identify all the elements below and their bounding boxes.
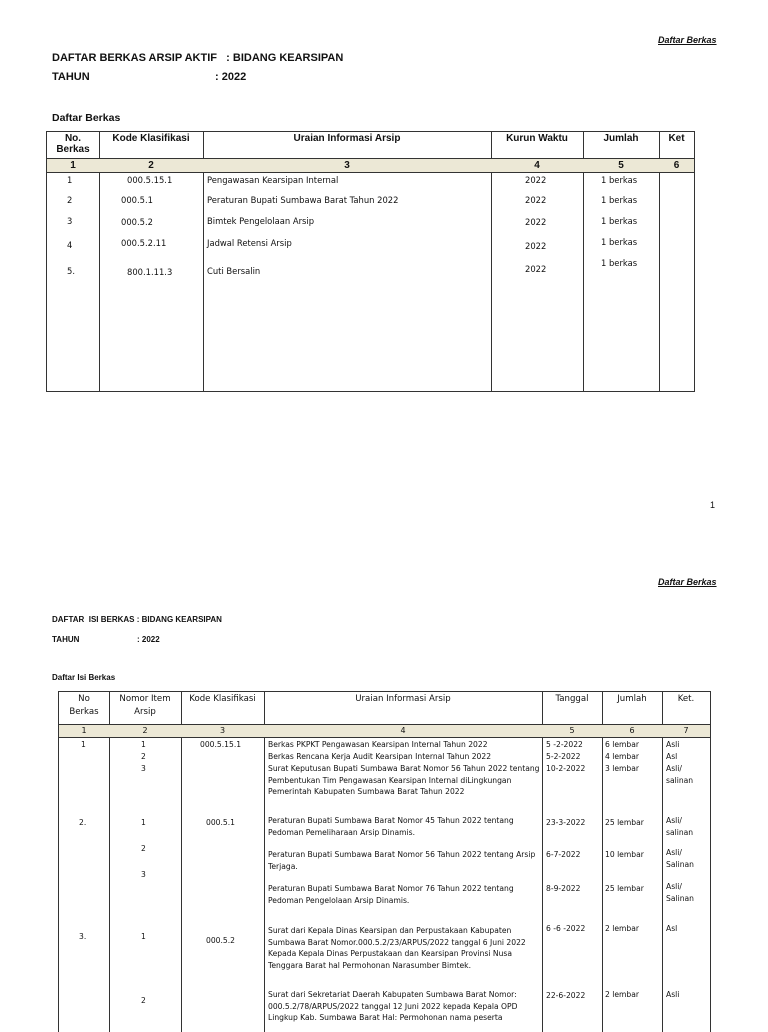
- column-header: Jumlah: [617, 694, 647, 704]
- quantity: 4 lembar: [605, 752, 640, 761]
- row-number: 3: [67, 216, 73, 226]
- date: 22-6-2022: [546, 991, 586, 1000]
- document-title: DAFTAR BERKAS ARSIP AKTIF : BIDANG KEARSIPAN: [52, 52, 344, 64]
- column-number: 5: [569, 726, 575, 735]
- archive-description: Surat dari Sekretariat Daerah Kabupaten Sumbawa Barat Nomor: 000.5.2/78/ARPUS/2022 tanggal 12 Juni 2022 kepada Kepala OPD Lingkup Kab. Sumbawa Barat Hal: Permohonan nama peserta: [268, 990, 518, 1022]
- column-header: Uraian Informasi Arsip: [293, 133, 401, 144]
- column-number: 3: [219, 726, 226, 735]
- item-number: 1: [141, 932, 146, 941]
- archive-description: Peraturan Bupati Sumbawa Barat Nomor 56 Tahun 2022 tentang Arsip Terjaga.: [268, 850, 536, 871]
- page-number: 1: [710, 500, 716, 510]
- column-divider: [181, 692, 182, 1032]
- quantity: 1 berkas: [601, 237, 638, 247]
- group-number: 1: [81, 740, 86, 749]
- year-label: TAHUN: [52, 635, 80, 644]
- remarks: Asli/ salinan: [666, 816, 694, 837]
- column-number-row: [59, 724, 710, 738]
- archive-description: Cuti Bersalin: [207, 266, 261, 276]
- column-number: 1: [81, 726, 87, 735]
- row-number: 4: [67, 240, 73, 250]
- item-number: 3: [141, 870, 146, 879]
- quantity: 25 lembar: [605, 884, 644, 893]
- item-number: 2: [141, 996, 146, 1005]
- column-divider: [109, 692, 110, 1032]
- document-title: DAFTAR ISI BERKAS : BIDANG KEARSIPAN: [52, 615, 222, 624]
- remarks: Asli/ Salinan: [666, 848, 694, 869]
- year-value: : 2022: [215, 71, 247, 83]
- column-number-row: [47, 158, 694, 173]
- column-number: 2: [142, 726, 148, 735]
- archive-description: Jadwal Retensi Arsip: [207, 238, 292, 248]
- quantity: 10 lembar: [605, 850, 644, 859]
- quantity: 1 berkas: [601, 258, 638, 268]
- date: 23-3-2022: [546, 818, 586, 827]
- classification-code: 000.5.2: [206, 936, 235, 945]
- quantity: 1 berkas: [601, 195, 638, 205]
- year-value: : 2022: [137, 635, 160, 644]
- classification-code: 000.5.15.1: [200, 740, 242, 749]
- column-number: 7: [683, 726, 689, 735]
- quantity: 1 berkas: [601, 175, 638, 185]
- quantity: 3 lembar: [605, 764, 640, 773]
- archive-description: Pengawasan Kearsipan Internal: [207, 175, 339, 185]
- time-period: 2022: [525, 241, 547, 251]
- column-header: No Berkas: [69, 694, 99, 717]
- item-number: 3: [141, 764, 146, 773]
- date: 10-2-2022: [546, 764, 586, 773]
- section-title: Daftar Berkas: [52, 112, 121, 124]
- archive-description: Peraturan Bupati Sumbawa Barat Nomor 76 Tahun 2022 tentang Pedoman Pengelolaan Arsip Dinamis.: [268, 884, 514, 905]
- column-header: Ket: [668, 133, 685, 144]
- item-number: 2: [141, 844, 146, 853]
- column-divider: [662, 692, 663, 1032]
- classification-code: 000.5.15.1: [127, 175, 173, 185]
- quantity: 2 lembar: [605, 924, 640, 933]
- column-divider: [542, 692, 543, 1032]
- archive-description: Peraturan Bupati Sumbawa Barat Nomor 45 Tahun 2022 tentang Pedoman Pemeliharaan Arsip Dinamis.: [268, 816, 514, 837]
- column-header: Ket.: [677, 694, 695, 704]
- classification-code: 000.5.1: [206, 818, 235, 827]
- remarks: Asl: [666, 752, 678, 761]
- row-number: 1: [67, 175, 73, 185]
- row-number: 5.: [67, 266, 75, 276]
- date: 5 -2-2022: [546, 740, 583, 749]
- column-number: 4: [400, 726, 406, 735]
- header-link: Daftar Berkas: [658, 577, 717, 587]
- classification-code: 800.1.11.3: [127, 267, 173, 277]
- archive-description: Bimtek Pengelolaan Arsip: [207, 216, 315, 226]
- classification-code: 000.5.2.11: [121, 238, 167, 248]
- date: 8-9-2022: [546, 884, 581, 893]
- remarks: Asli: [666, 990, 680, 999]
- archive-description: Peraturan Bupati Sumbawa Barat Tahun 2022: [207, 195, 399, 205]
- remarks: Asli/ Salinan: [666, 882, 694, 903]
- column-divider: [264, 692, 265, 1032]
- column-number: 4: [534, 160, 540, 171]
- date: 6-7-2022: [546, 850, 581, 859]
- time-period: 2022: [525, 217, 547, 227]
- berkas-table: [46, 131, 695, 392]
- quantity: 1 berkas: [601, 216, 638, 226]
- remarks: Asl: [666, 924, 678, 933]
- group-number: 2.: [79, 818, 87, 827]
- archive-description: Surat Keputusan Bupati Sumbawa Barat Nomor 56 Tahun 2022 tentang Pembentukan Tim Pengawasan Kearsipan Internal diLingkungan Pemerintah Kabupaten Sumbawa Barat Tahun 2022: [268, 764, 540, 796]
- column-number: 6: [673, 160, 680, 171]
- column-header: No. Berkas: [56, 133, 90, 155]
- archive-description: Berkas PKPKT Pengawasan Kearsipan Internal Tahun 2022: [268, 740, 488, 749]
- classification-code: 000.5.2: [121, 217, 153, 227]
- column-number: 1: [70, 160, 76, 171]
- time-period: 2022: [525, 175, 547, 185]
- isi-berkas-table: [58, 691, 711, 1032]
- remarks: Asli: [666, 740, 680, 749]
- section-title: Daftar Isi Berkas: [52, 673, 116, 682]
- time-period: 2022: [525, 264, 547, 274]
- column-header: Kode Klasifikasi: [189, 694, 256, 704]
- time-period: 2022: [525, 195, 547, 205]
- column-header: Kode Klasifikasi: [112, 133, 190, 144]
- column-number: 3: [344, 160, 350, 171]
- quantity: 25 lembar: [605, 818, 644, 827]
- item-number: 1: [141, 818, 146, 827]
- quantity: 6 lembar: [605, 740, 640, 749]
- date: 6 -6 -2022: [546, 924, 586, 933]
- remarks: Asli/ salinan: [666, 764, 694, 785]
- header-link: Daftar Berkas: [658, 35, 717, 45]
- column-number: 5: [618, 160, 624, 171]
- column-header: Jumlah: [603, 133, 639, 144]
- row-number: 2: [67, 195, 73, 205]
- group-number: 3.: [79, 932, 87, 941]
- column-number: 2: [148, 160, 154, 171]
- column-header: Kurun Waktu: [506, 133, 568, 144]
- item-number: 1: [141, 740, 146, 749]
- column-header: Tanggal: [555, 694, 589, 704]
- quantity: 2 lembar: [605, 990, 640, 999]
- column-header: Uraian Informasi Arsip: [355, 694, 451, 704]
- column-header: Nomor Item Arsip: [119, 694, 171, 717]
- classification-code: 000.5.1: [121, 195, 153, 205]
- item-number: 2: [141, 752, 146, 761]
- column-divider: [602, 692, 603, 1032]
- archive-description: Surat dari Kepala Dinas Kearsipan dan Perpustakaan Kabupaten Sumbawa Barat Nomor.000.5.2/23/ARPUS/2022 tanggal 6 Juni 2022 Kepada Kepala Dinas Perpustakaan dan Kearsipan Provinsi Nusa Tenggara Barat hal Permohonan Narasumber Bimtek.: [268, 926, 526, 970]
- archive-description: Berkas Rencana Kerja Audit Kearsipan Internal Tahun 2022: [268, 752, 492, 761]
- date: 5-2-2022: [546, 752, 581, 761]
- column-number: 6: [629, 726, 635, 735]
- year-label: TAHUN: [52, 71, 90, 83]
